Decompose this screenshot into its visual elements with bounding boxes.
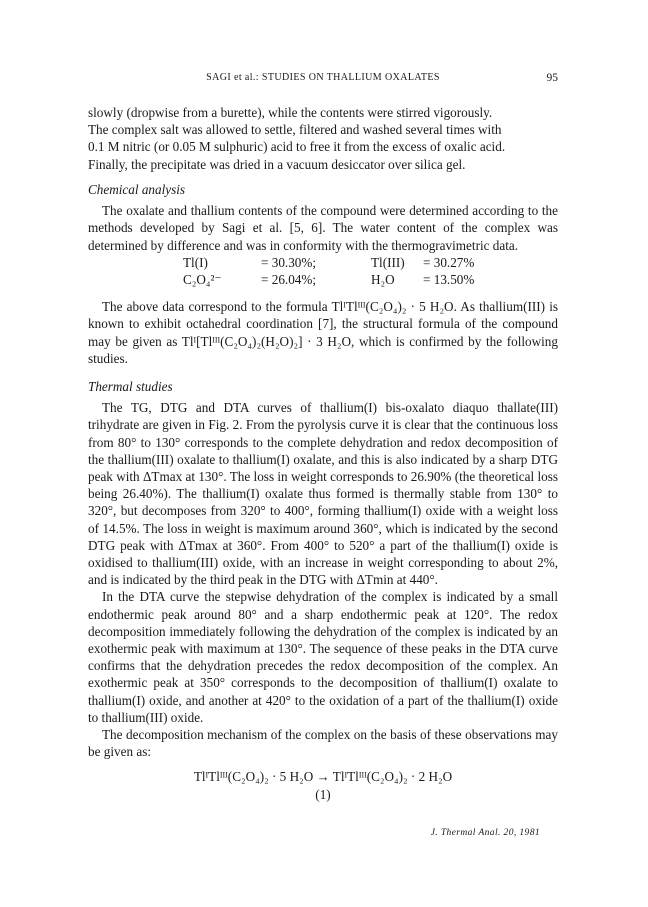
equation-number: (1): [315, 786, 331, 802]
analysis-label: Tl(I): [183, 254, 208, 270]
intro-line-4: Finally, the precipitate was dried in a vacuum desiccator over silica gel.: [88, 156, 466, 172]
analysis-value: = 26.04%;: [261, 272, 317, 288]
intro-line-3: 0.1 M nitric (or 0.05 M sulphuric) acid to free it from the excess of oxalic acid.: [88, 139, 506, 155]
analysis-value: = 13.50%: [423, 272, 475, 288]
analysis-row: [183, 254, 474, 271]
thermal-studies-section: [88, 378, 558, 803]
thermal-paragraph-1: The TG, DTG and DTA curves of thallium(I) bis-oxalato diaquo thallate(III) trihydrate are given in Fig. 2. From the pyrolysis curve it is clear that the continuous loss from 80° to 130° corresponds to the complete dehydration and redox decomposition of the thallium(III) oxalate to thallium(I) oxalate, and this is also indicated by a sharp DTG peak with ΔTmax at 130°. The loss in weight corresponds to 26.90% (the theoretical loss being 26.40%). The thallium(I) oxalate thus formed is thermally stable from 130° to 320°, but decomposes from 320° to 400°, forming thallium(I) oxide with a weight loss of 14.5%. The loss in weight is maximum around 360°, which is indicated by the second DTG peak with ΔTmax at 360°. From 400° to 520° a part of the thallium(I) oxide is oxidised to thallium(III) oxide, with an increase in weight corresponding to about 2%, and is indicated by the third peak in the DTG with ΔTmin at 440°.: [88, 400, 558, 588]
thermal-paragraph-3: The decomposition mechanism of the complex on the basis of these observations may be given as:: [88, 727, 558, 760]
analysis-value: = 30.30%;: [261, 254, 317, 270]
intro-line-2: The complex salt was allowed to settle, filtered and washed several times with: [88, 122, 502, 138]
analysis-value: = 30.27%: [423, 254, 475, 270]
section-heading-thermal-studies: Thermal studies: [88, 379, 173, 394]
page-number: 95: [546, 72, 558, 84]
journal-footer: J. Thermal Anal. 20, 1981: [430, 828, 540, 838]
analysis-label: C₂O₄²⁻: [183, 272, 222, 288]
chemical-analysis-section: [88, 181, 558, 367]
equation-1: TlᴵTlᴵᴵᴵ(C₂O₄)₂ · 5 H₂O → TlᴵTlᴵᴵᴵ(C₂O₄)₂ · 2 H₂O: [193, 769, 453, 785]
chemical-analysis-paragraph: The oxalate and thallium contents of the compound were determined according to the methods developed by Sagi et al. [5, 6]. The water content of the complex was determined by difference and was in conformity with the thermogravimetric data.: [88, 203, 558, 253]
formula-paragraph: The above data correspond to the formula TlᴵTlᴵᴵᴵ(C₂O₄)₂ · 5 H₂O. As thallium(III) is known to exhibit octahedral coordination [7], the structural formula of the compound may be given as Tlᴵ[Tlᴵᴵᴵ(C₂O₄)₂(H₂O)₂] · 3 H₂O, which is confirmed by the following studies.: [88, 299, 558, 366]
intro-line-1: slowly (dropwise from a burette), while the contents were stirred vigorously.: [88, 105, 493, 120]
running-title: SAGI et al.: STUDIES ON THALLIUM OXALATES: [206, 72, 440, 83]
section-heading-chemical-analysis: Chemical analysis: [88, 182, 186, 197]
analysis-label: Tl(III): [371, 254, 405, 270]
analysis-results-table: [183, 254, 474, 288]
analysis-label: H₂O: [371, 272, 395, 288]
thermal-paragraph-2: In the DTA curve the stepwise dehydration of the complex is indicated by a small endothermic peak around 80° and a sharp endothermic peak at 120°. The redox decomposition immediately following the dehydration of the complex is indicated by an exothermic peak with maximum at 130°. The sequence of these peaks in the DTA curve confirms that the dehydration precedes the redox decomposition of the complex. An exothermic peak at 350° corresponds to the decomposition of thallium(I) oxalate to thallium(I) oxide, and another at 420° to the oxidation of a part of the thallium(I) oxide to thallium(III) oxide.: [88, 589, 558, 725]
intro-paragraph: [88, 104, 558, 173]
analysis-row: [183, 271, 474, 288]
